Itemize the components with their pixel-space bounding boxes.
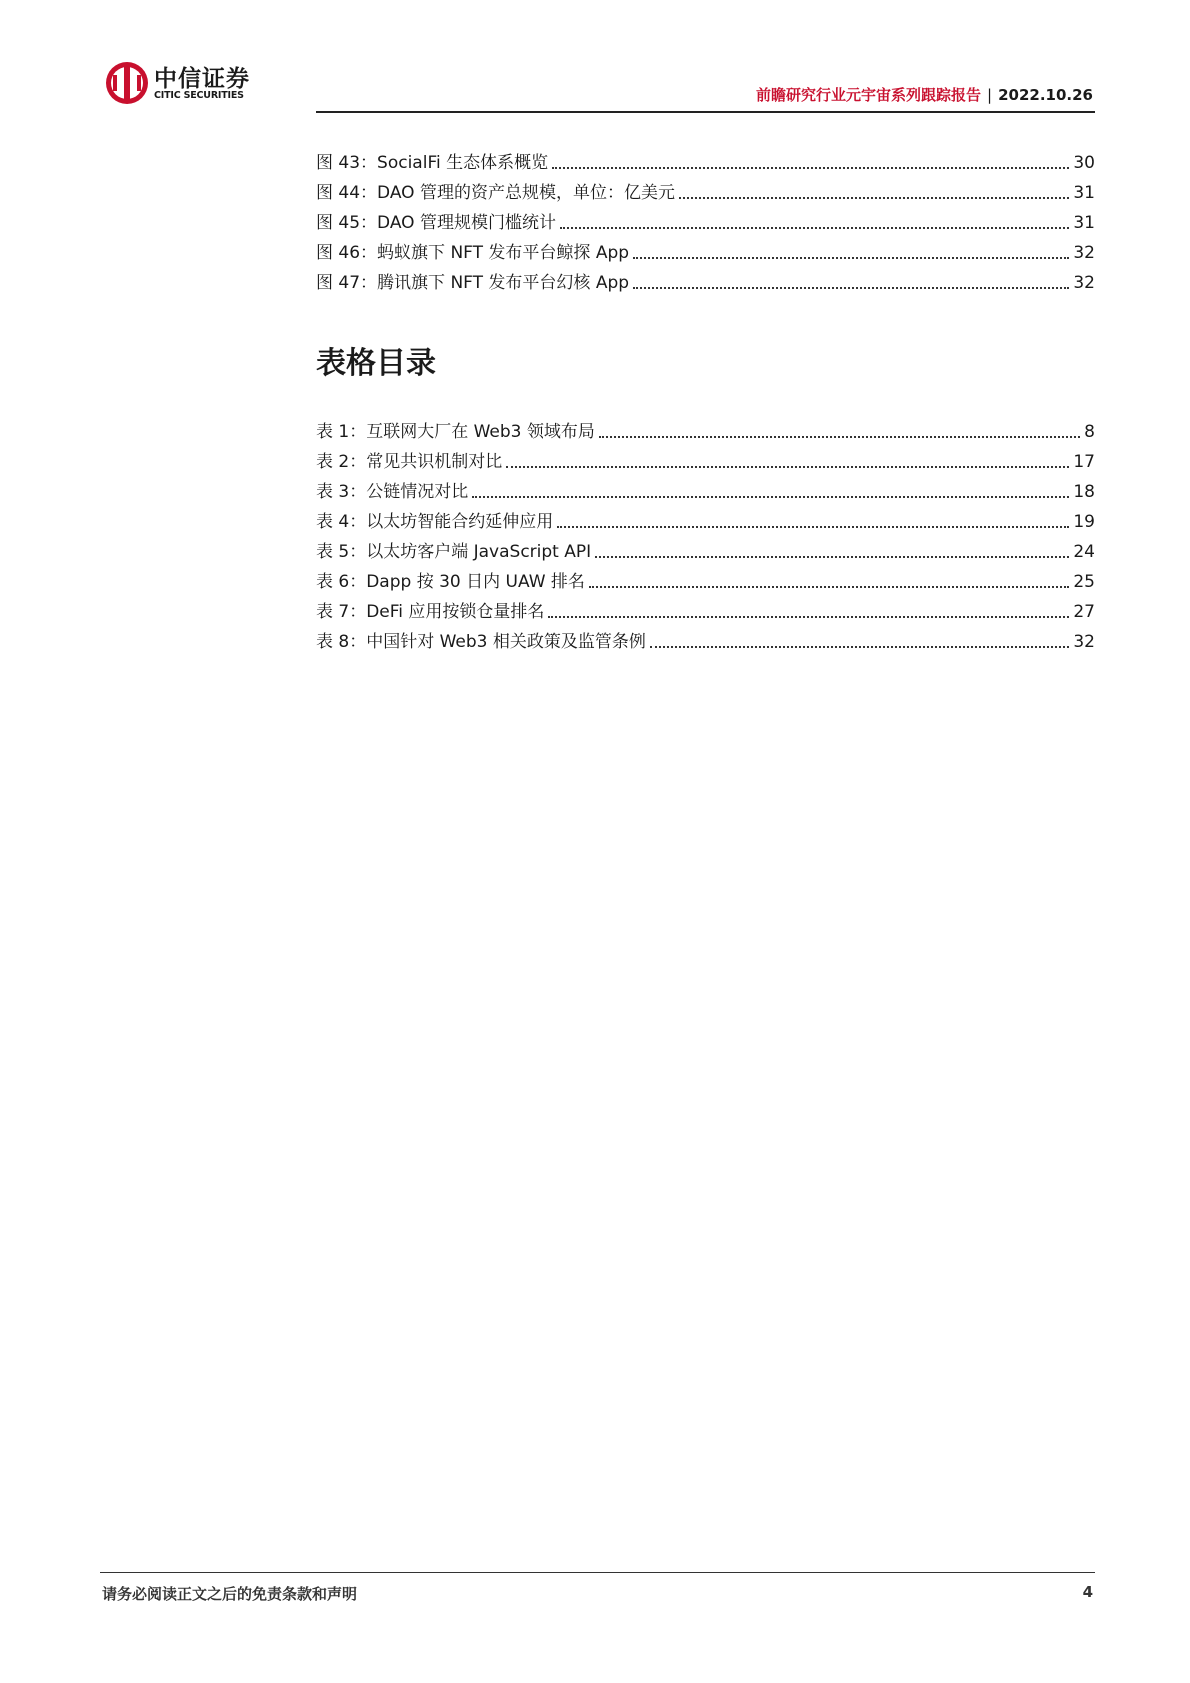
toc-leader-dots [599, 436, 1080, 438]
toc-entry-label: 表 1：互联网大厂在 Web3 领域布局 [316, 422, 595, 442]
toc-entry-page: 17 [1073, 452, 1095, 472]
toc-leader-dots [552, 167, 1069, 169]
toc-entry-label: 图 47：腾讯旗下 NFT 发布平台幻核 App [316, 273, 630, 293]
figures-toc [316, 144, 1095, 294]
toc-entry[interactable] [316, 533, 1095, 563]
toc-entry[interactable] [316, 264, 1095, 294]
toc-entry-page: 19 [1073, 512, 1095, 532]
toc-leader-dots [548, 616, 1069, 618]
report-title: 前瞻研究行业元宇宙系列跟踪报告 [756, 86, 982, 104]
toc-entry-label: 表 2：常见共识机制对比 [316, 452, 503, 472]
toc-entry[interactable] [316, 563, 1095, 593]
citic-logo [104, 60, 274, 110]
toc-entry-label: 图 43：SocialFi 生态体系概览 [316, 153, 549, 173]
toc-leader-dots [679, 197, 1069, 199]
report-header [756, 84, 1093, 105]
toc-entry-page: 32 [1073, 243, 1095, 263]
toc-leader-dots [506, 466, 1069, 468]
toc-leader-dots [472, 496, 1069, 498]
footer-divider [100, 1572, 1095, 1573]
tables-toc [316, 413, 1095, 653]
logo-english-name: CITIC SECURITIES [154, 90, 244, 101]
report-date: 2022.10.26 [998, 86, 1093, 104]
toc-entry-page: 25 [1073, 572, 1095, 592]
toc-entry-label: 表 3：公链情况对比 [316, 482, 469, 502]
toc-entry-label: 表 5：以太坊客户端 JavaScript API [316, 542, 592, 562]
toc-leader-dots [633, 287, 1069, 289]
toc-entry[interactable] [316, 593, 1095, 623]
toc-entry-page: 32 [1073, 273, 1095, 293]
toc-entry-page: 27 [1073, 602, 1095, 622]
toc-entry-label: 图 45：DAO 管理规模门槛统计 [316, 213, 556, 233]
footer-disclaimer: 请务必阅读正文之后的免责条款和声明 [102, 1585, 358, 1603]
toc-leader-dots [560, 227, 1069, 229]
toc-leader-dots [589, 586, 1069, 588]
toc-entry-page: 31 [1073, 183, 1095, 203]
toc-entry-page: 31 [1073, 213, 1095, 233]
toc-entry-page: 8 [1084, 422, 1095, 442]
citic-logo-icon [104, 60, 150, 106]
toc-entry[interactable] [316, 144, 1095, 174]
toc-entry[interactable] [316, 623, 1095, 653]
toc-leader-dots [650, 646, 1069, 648]
page-number: 4 [1082, 1583, 1093, 1601]
logo-chinese-name: 中信证券 [154, 66, 250, 92]
toc-entry-label: 表 6：Dapp 按 30 日内 UAW 排名 [316, 572, 585, 592]
toc-entry[interactable] [316, 234, 1095, 264]
header-divider [316, 111, 1095, 113]
toc-entry-label: 表 8：中国针对 Web3 相关政策及监管条例 [316, 632, 646, 652]
toc-entry[interactable] [316, 204, 1095, 234]
toc-entry-page: 32 [1073, 632, 1095, 652]
toc-entry-label: 表 4：以太坊智能合约延伸应用 [316, 512, 554, 532]
toc-leader-dots [557, 526, 1069, 528]
toc-entry[interactable] [316, 443, 1095, 473]
toc-entry[interactable] [316, 473, 1095, 503]
toc-entry-label: 图 46：蚂蚁旗下 NFT 发布平台鲸探 App [316, 243, 630, 263]
toc-entry[interactable] [316, 174, 1095, 204]
toc-entry-page: 18 [1073, 482, 1095, 502]
tables-toc-heading: 表格目录 [316, 346, 436, 381]
toc-entry-page: 24 [1073, 542, 1095, 562]
toc-leader-dots [595, 556, 1069, 558]
header-separator: | [987, 86, 993, 104]
toc-entry[interactable] [316, 503, 1095, 533]
toc-leader-dots [633, 257, 1069, 259]
toc-entry-label: 表 7：DeFi 应用按锁仓量排名 [316, 602, 545, 622]
toc-entry-page: 30 [1073, 153, 1095, 173]
toc-entry[interactable] [316, 413, 1095, 443]
toc-entry-label: 图 44：DAO 管理的资产总规模，单位：亿美元 [316, 183, 675, 203]
